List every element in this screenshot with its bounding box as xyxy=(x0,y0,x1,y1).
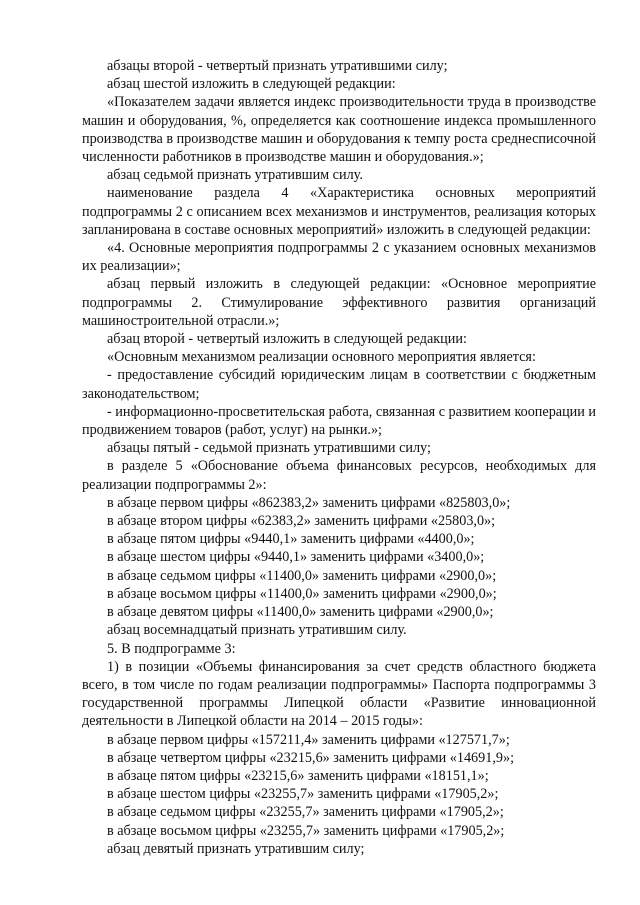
paragraph: в абзаце первом цифры «157211,4» заменить цифрами «127571,7»; xyxy=(107,731,510,748)
paragraph: «Основным механизмом реализации основного мероприятия является: xyxy=(107,349,536,366)
paragraph: в абзаце шестом цифры «23255,7» заменить цифрами «17905,2»; xyxy=(107,786,499,803)
paragraph: в абзаце четвертом цифры «23215,6» заменить цифрами «14691,9»; xyxy=(107,749,515,766)
paragraph: наименование раздела 4 «Характеристика основных мероприятий подпрограммы 2 с описанием всех механизмов и инструментов, реализация которых запланирована в составе основных мероприятий» изложить в следующей редакции: xyxy=(82,185,596,238)
paragraph: в абзаце девятом цифры «11400,0» заменить цифрами «2900,0»; xyxy=(107,604,494,621)
paragraph: в абзаце пятом цифры «9440,1» заменить цифрами «4400,0»; xyxy=(107,531,475,548)
paragraph: - предоставление субсидий юридическим лицам в соответствии с бюджетным законодательством; xyxy=(82,367,596,402)
paragraph: 1) в позиции «Объемы финансирования за счет средств областного бюджета всего, в том числе по годам реализации подпрограммы» Паспорта подпрограммы 3 государственной программы Липецкой области «Развитие инновационной деятельности в Липецкой области на 2014 – 2015 годы»: xyxy=(82,658,596,730)
paragraph: - информационно-просветительская работа, связанная с развитием кооперации и продвижением товаров (работ, услуг) на рынки.»; xyxy=(82,403,596,439)
paragraph: в абзаце седьмом цифры «11400,0» заменить цифрами «2900,0»; xyxy=(107,567,497,584)
paragraph: в абзаце восьмом цифры «11400,0» заменить цифрами «2900,0»; xyxy=(107,585,497,602)
paragraph: «Показателем задачи является индекс производительности труда в производстве машин и оборудования, %, определяется как соотношение индекса промышленного производства в производстве машин и оборудования к темпу роста среднесписочной численности работников в производстве машин и оборудования.»; xyxy=(82,94,596,166)
paragraph: абзац второй - четвертый изложить в следующей редакции: xyxy=(107,331,467,348)
paragraph: абзац девятый признать утратившим силу; xyxy=(107,840,365,857)
paragraph: в разделе 5 «Обоснование объема финансовых ресурсов, необходимых для реализации подпрограммы 2»: xyxy=(82,458,596,493)
paragraph: в абзаце втором цифры «62383,2» заменить цифрами «25803,0»; xyxy=(107,513,496,530)
paragraph: абзацы второй - четвертый признать утратившими силу; xyxy=(107,58,448,74)
paragraph: абзац шестой изложить в следующей редакции: xyxy=(107,76,396,93)
paragraph: в абзаце восьмом цифры «23255,7» заменить цифрами «17905,2»; xyxy=(107,822,505,839)
paragraph: абзац восемнадцатый признать утратившим силу. xyxy=(107,622,407,639)
paragraph: 5. В подпрограмме 3: xyxy=(107,640,236,657)
paragraph: в абзаце первом цифры «862383,2» заменить цифрами «825803,0»; xyxy=(107,494,511,511)
paragraph: в абзаце пятом цифры «23215,6» заменить цифрами «18151,1»; xyxy=(107,767,489,784)
paragraph: абзац седьмой признать утратившим силу. xyxy=(107,167,363,184)
paragraph: в абзаце седьмом цифры «23255,7» заменить цифрами «17905,2»; xyxy=(107,804,504,821)
paragraph: в абзаце шестом цифры «9440,1» заменить цифрами «3400,0»; xyxy=(107,549,485,566)
paragraph: «4. Основные мероприятия подпрограммы 2 с указанием основных механизмов их реализации»; xyxy=(82,240,596,275)
paragraph: абзацы пятый - седьмой признать утратившими силу; xyxy=(107,440,431,457)
paragraph: абзац первый изложить в следующей редакции: «Основное мероприятие подпрограммы 2. Стимулирование эффективного развития организаций машиностроительной отрасли.»; xyxy=(82,276,596,329)
